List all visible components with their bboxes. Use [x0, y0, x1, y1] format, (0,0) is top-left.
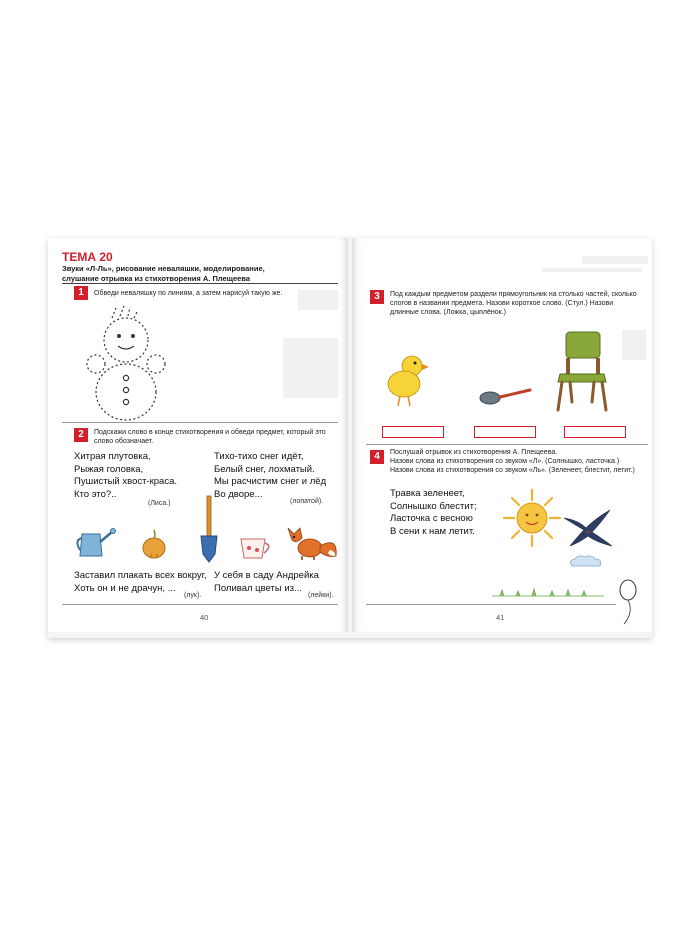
page-number-right: 41	[496, 613, 505, 622]
watering-can-icon	[76, 524, 116, 560]
grass-icon	[492, 586, 604, 598]
spoon-icon	[478, 386, 534, 408]
shovel-icon	[198, 494, 220, 564]
poem-shovel: Тихо-тихо снег идёт, Белый снег, лохматый. Мы расчистим снег и лёд Во дворе...	[214, 451, 327, 500]
roly-poly-tracing	[82, 304, 172, 424]
sun-icon	[498, 486, 568, 550]
task-3-number: 3	[370, 290, 384, 304]
task-1-text: Обведи неваляшку по линиям, а затем нарисуй такую же.	[94, 290, 283, 297]
task-4-number: 4	[370, 450, 384, 464]
task-4-text: Послушай отрывок из стихотворения А. Плещеева. Назови слова из стихотворения со звуком «Л». (Солнышко, ласточка.) Назови слова из стихотворения со звуком «Ль». (Зеленеет, блестит, летит.)	[390, 449, 635, 474]
divider-bottom-left	[62, 604, 338, 605]
topic-subtitle: Звуки «Л-Ль», рисование неваляшки, моделирование, слушание отрывка из стихотворения А. Плещеева	[62, 264, 265, 283]
answer-onion: (лук).	[184, 592, 202, 599]
syllable-box-chair[interactable]	[564, 426, 626, 438]
syllable-box-spoon[interactable]	[474, 426, 536, 438]
poem-watering-can: У себя в саду Андрейка Поливал цветы из...	[214, 570, 319, 594]
page-number-left: 40	[200, 613, 209, 622]
divider-left	[62, 422, 338, 423]
swallow-icon	[560, 506, 614, 550]
balloon-icon	[614, 578, 648, 628]
divider-bottom-right	[366, 604, 616, 605]
answer-fox: (Лиса.)	[148, 500, 171, 507]
answer-watering-can: (лейки).	[308, 592, 334, 599]
poem-fox: Хитрая плутовка, Рыжая головка, Пушистый хвост-краса. Кто это?..	[74, 451, 178, 500]
title-rule	[62, 283, 338, 284]
right-page	[352, 238, 652, 632]
fox-icon	[284, 522, 340, 562]
task-1-number: 1	[74, 286, 88, 300]
syllable-box-chick[interactable]	[382, 426, 444, 438]
poem-pleshcheev: Травка зеленеет, Солнышко блестит; Ласточка с весною В сени к нам летит.	[390, 488, 477, 537]
workbook-spread	[48, 238, 652, 638]
poem-onion: Заставил плакать всех вокруг, Хоть он и не драчун, ...	[74, 570, 207, 594]
task-3-text: Под каждым предметом раздели прямоугольник на столько частей, сколько слогов в названии предмета. Назови короткое слово. (Стул.) Назови длинные слова. (Ложка, цыплёнок.)	[390, 291, 637, 316]
chair-icon	[552, 328, 612, 414]
cup-icon	[238, 536, 274, 562]
chick-icon	[382, 350, 432, 410]
answer-shovel: (лопатой).	[290, 498, 324, 505]
topic-title: ТЕМА 20	[62, 250, 113, 264]
onion-icon	[140, 528, 168, 560]
task-2-text: Подскажи слово в конце стихотворения и обведи предмет, который это слово обозначает.	[94, 429, 326, 445]
cloud-icon	[566, 554, 606, 570]
left-page	[48, 238, 348, 632]
divider-right	[366, 444, 648, 445]
task-2-number: 2	[74, 428, 88, 442]
